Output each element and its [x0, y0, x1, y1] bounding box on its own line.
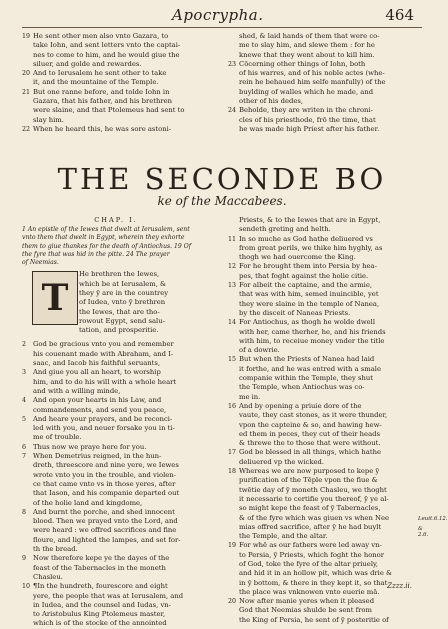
verse-line: purification of the Tēple vpon the fiue &	[239, 476, 378, 485]
verse-line: 18 Whereas we are now purposed to kepe ȳ	[228, 467, 380, 476]
verse-line: of his warres, and of his noble actes (whe-	[239, 69, 385, 78]
header-rule	[22, 27, 422, 28]
verse-line: 20 And to Ierusalem he sent other to take	[22, 69, 167, 78]
verse-line: with her, came therher, he, and his friends	[239, 327, 386, 336]
verse-line: companie within the Temple, they shut	[239, 374, 374, 383]
verse-line: Priests, & to the Iewes that are in Egypt,	[239, 216, 381, 224]
verse-line: me in.	[239, 392, 261, 401]
opening-paragraph	[22, 270, 210, 340]
verse-line: 12 For he brought them into Persia by hea-	[228, 262, 377, 271]
verse-line: rein he behaued him selfe manfully) of the	[239, 78, 386, 87]
verse-line: by the disceit of Naneas Priests.	[239, 308, 351, 317]
verse-line: 5 And heare your prayers, and be reconci-	[22, 414, 173, 423]
verse-line: ce that came vnto vs in those yeres, after	[33, 479, 176, 488]
verse-line: of the holie land and kingdome,	[33, 498, 143, 507]
verse-line: 9 Now therefore kepe ye the dayes of the	[22, 554, 170, 563]
verse-line: pes, that foght against the holie citie.	[239, 271, 369, 280]
verse-line: were heard : we offred sacrifices and fine	[33, 526, 177, 535]
verse-line: it forthe, and he was entred with a smale	[239, 364, 381, 373]
verse-line: twētie day of ȳ moneth Chasleu, we thoght	[239, 485, 387, 494]
verse-line: siluer, and golde and rewardes.	[33, 59, 142, 68]
verse-line: me to slay him, and slewe them : for he	[239, 41, 375, 50]
verse-line: 14 For Antiochus, as thogh he wolde dwell	[228, 318, 376, 327]
verse-line: 15 But when the Priests of Nanea had laid	[228, 355, 375, 364]
verse-line: were slaine, and that Ptolemeus had sent to	[33, 106, 185, 115]
bottom-left-column	[22, 216, 210, 629]
right-verses	[228, 216, 416, 625]
opening-lines: He brethren the Iewes, which be at Ierusalem, & they ȳ are in the countrey of Iudea, vnto ȳ brethren the Iewes, that are tho- rowout Egypt, send salu- tation, and prosperitie.	[79, 270, 169, 335]
verse-line: ed them in peces, they cut of their heads	[239, 429, 380, 438]
verse-line: 19 For whē as our fathers were led away vn-	[228, 541, 382, 550]
verse-line: his couenant made with Abraham, and I-	[33, 349, 174, 358]
verse-line: 7 When Demetrius reigned, in the hun-	[22, 452, 162, 461]
verse-line: deliuered vp the wicked.	[239, 457, 324, 466]
verse-line: mias offred sacrifice, after ȳ he had buylt	[239, 522, 382, 531]
verse-line: slay him.	[33, 115, 64, 124]
book-page	[22, 6, 448, 628]
verse-line: 21 But one ranne before, and tolde Iohn in	[22, 87, 170, 96]
verse-line: cles of his priesthode, frō the time, that	[239, 115, 376, 124]
verse-line: the place was vnknowen vnto euerie mā.	[239, 587, 380, 596]
verse-line: it necessarie to certifie you thereof, ȳ ye al-	[239, 494, 389, 503]
verse-line: knewe that they went about to kill him.	[239, 50, 375, 59]
verse-line: 10 ¶In the hundreth, fourescore and eight	[22, 582, 168, 591]
verse-line: it, and the mountaine of the Temple.	[33, 78, 159, 87]
verse-line: the Temple, when Antiochus was co-	[239, 383, 365, 392]
verse-line: wrote vnto you in the trouble, and violen-	[33, 470, 176, 479]
bottom-right-column	[228, 216, 416, 625]
verse-line: buylding of walles which he made, and	[239, 87, 374, 96]
verse-line: vpon the capteine & so, and hawing hew-	[239, 420, 382, 429]
verse-line: and hid it in an hollow pit, which was drie &	[239, 569, 393, 578]
verse-line: 6 Thus now we praye here for you.	[22, 442, 147, 451]
verse-line: th the bread.	[33, 545, 78, 554]
verse-line: 20 Now after manie yeres when it pleased	[228, 597, 375, 606]
verse-line: him, and to do his will with a whole heart	[33, 377, 177, 386]
verse-line: commandements, and send you peace,	[33, 405, 167, 414]
verse-line: shed, & laid hands of them that were co-	[239, 32, 380, 40]
verse-line: & of the fyre which was giuen vs when Nee	[239, 513, 389, 522]
verse-line: dreth, threescore and nine yere, we Iewes	[33, 461, 179, 470]
verse-line: led with you, and neuer forsake you in ti-	[33, 424, 175, 433]
verse-line: to Persia, ȳ Priests, which foght the honor	[239, 550, 385, 559]
verse-line: nes to come to him, and he would giue the	[33, 50, 180, 59]
verse-line: yere, the people that was at Ierusalem, and	[33, 591, 184, 600]
chapter-argument: 1 An epistle of the Iewes that dwelt at Ierusalem, sent vnto them that dwelt in Egypt, wherein they exhorte them to giue thankes for the death of Antiochus. 19 Of the fyre that was hid in the pitte. 24 The prayer of Neemias.	[22, 226, 191, 267]
verse-line: he was made high Priest after his father.	[239, 124, 380, 133]
verse-line: feast of the Tabernacles in the moneth	[33, 563, 166, 572]
verse-line: 22 When he heard this, he was sore astoni-	[22, 124, 172, 133]
left-verses	[22, 340, 210, 628]
top-right-column	[228, 32, 416, 134]
verse-line: 3 And giue you all an heart, to worship	[22, 368, 161, 377]
verse-line: the Temple, and the altar.	[239, 532, 328, 541]
verse-line: Gazara, that his father, and his brethren	[33, 97, 173, 106]
top-left-column	[22, 32, 210, 134]
verse-line: 24 Beholde, they are writen in the chroni-	[228, 106, 373, 115]
verse-line: me of trouble.	[33, 433, 82, 442]
verse-line: God that Neemias shulde be sent from	[239, 606, 372, 615]
verse-line: with him, to receiue money vnder the title	[239, 336, 385, 345]
verse-line: 19 He sent other men also vnto Gazara, to	[22, 32, 169, 40]
verse-line: floure, and lighted the lampes, and set for-	[33, 535, 181, 544]
verse-line: & threwe the to those that were without.	[239, 439, 381, 448]
verse-line: 4 And open your hearts in his Law, and	[22, 396, 162, 405]
verse-line: of a dowrie.	[239, 346, 280, 355]
verse-line: that was with him, semed inuincible, yet	[239, 290, 379, 299]
initial-letter: T	[41, 277, 69, 320]
decorated-initial	[32, 271, 78, 325]
verse-line: sendeth greting and helth.	[239, 225, 331, 234]
verse-line: 8 And burnt the porche, and shed innocent	[22, 507, 175, 516]
verse-line: 16 And by opening a priuie dore of the	[228, 401, 362, 410]
running-head	[22, 6, 422, 26]
verse-line: to Aristobulus King Ptolemeus master,	[33, 610, 166, 619]
verse-line: and with a willing minde,	[33, 386, 121, 395]
margin-note: Leuit.6.12.	[418, 516, 448, 522]
verse-line: Chasleu.	[33, 572, 63, 581]
chapter-heading: CHAP. I.	[94, 216, 138, 224]
verse-line: 11 In so muche as God hathe deliuered vs	[228, 234, 373, 243]
verse-line: of God, toke the fyre of the altar priuely,	[239, 559, 379, 568]
verse-line: saac, and Iacob his faithful seruants,	[33, 359, 161, 368]
running-head-title: Apocrypha.	[172, 6, 264, 24]
verse-line: they were slaine in the temple of Nanea,	[239, 299, 380, 308]
margin-note: & 2.6.	[418, 526, 429, 538]
verse-line: in Iudea, and the counsel and Iudas, vn-	[33, 600, 171, 609]
verse-line: the King of Persia, he sent of ȳ posteritie of	[239, 615, 389, 624]
verse-line: 17 God be blessed in all things, which hathe	[228, 448, 381, 457]
verse-line: which is of the stocke of the annointed	[33, 619, 167, 628]
book-title: THE SECONDE BO	[57, 162, 387, 196]
verse-line: so might kepe the feast of ȳ Tabernacles,	[239, 504, 381, 513]
verse-line: in ȳ bottom, & there in they kept it, so that	[239, 578, 388, 587]
verse-line: take Iohn, and sent letters vnto the captai-	[33, 41, 181, 50]
verse-line: from great perils, we thike him hyghly, as	[239, 243, 383, 252]
verse-line: other of his dedes,	[239, 97, 303, 106]
verse-line: vaute, they cast stones, as it were thunder,	[239, 411, 388, 420]
verse-line: blood. Then we prayed vnto the Lord, and	[33, 517, 178, 526]
page-number: 464	[385, 6, 414, 24]
verse-line: 13 For albeit the captaine, and the armie,	[228, 281, 373, 290]
book-subtitle: ke of the Maccabees.	[157, 194, 287, 208]
verse-line: 2 God be gracious vnto you and remember	[22, 340, 174, 349]
signature-mark: Zzzz.ii.	[387, 582, 412, 590]
verse-line: that Iason, and his companie departed out	[33, 489, 180, 498]
verse-line: thogh we had ouercome the King.	[239, 253, 356, 262]
verse-line: 23 Cōcerning other things of Iohn, both	[228, 59, 366, 68]
